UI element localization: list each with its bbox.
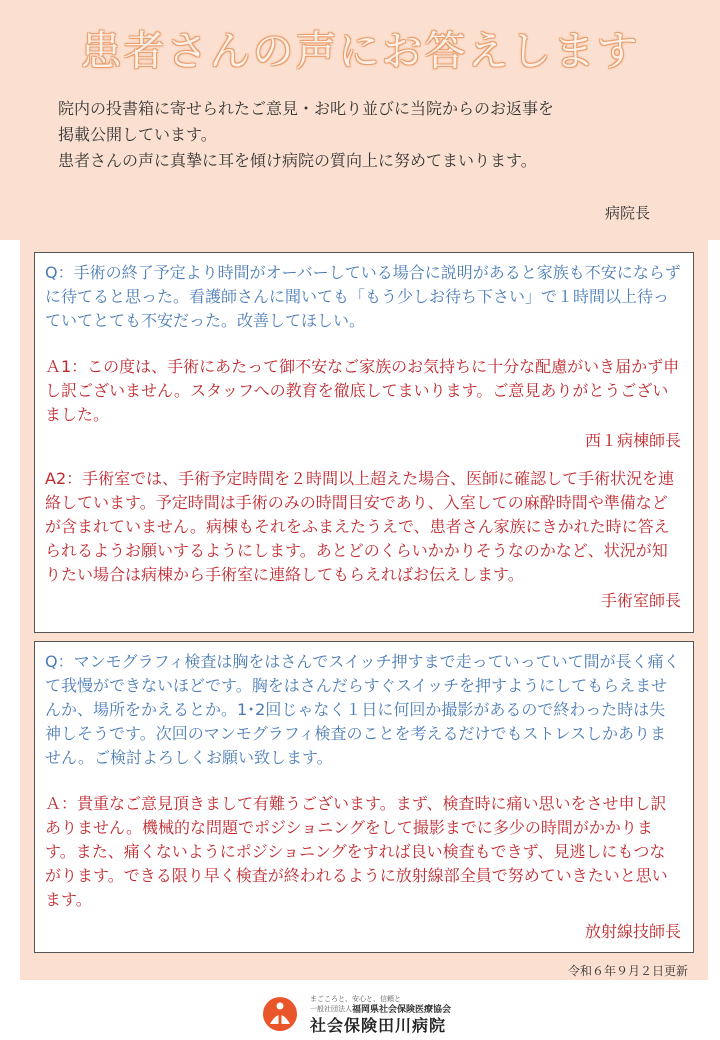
hospital-answer: Ａ1：この度は、手術にあたって御不安なご家族のお気持ちに十分な配慮がいき届かず申し訳ございません。スタッフへの教育を徹底してまいります。ご意見ありがとうございました。 (45, 357, 680, 424)
voice-card (34, 252, 694, 633)
footer-org-type: 一般社団法人 (310, 1005, 352, 1013)
director-signature: 病院長 (604, 204, 650, 222)
header-banner (0, 0, 720, 240)
answer-responder: 放射線技師長 (584, 922, 681, 941)
footer-association: 福岡県社会保険医療協会 (352, 1005, 452, 1015)
hospital-logo-icon (262, 996, 298, 1032)
voice-card (34, 641, 694, 953)
hospital-answer: Ａ：貴重なご意見頂きまして有難うございます。まず、検査時に痛い思いをさせ申し訳ありません。機械的な問題でポジショニングをして撮影までに多少の時間がかかります。また、痛くないようにポジショニングをすれば良い検査もできず、見逃しにもつながります。できる限り早く検査が終われるように放射線部全員で努めていきたいと思います。 (45, 794, 668, 909)
intro-line: 患者さんの声に真摯に耳を傾け病院の質向上に努めてまいります。 (58, 151, 537, 170)
patient-question: Q：手術の終了予定より時間がオーバーしている場合に説明があると家族も不安にならずに待てると思った。看護師さんに聞いても「もう少しお待ち下さい」で１時間以上待っていてとても不安だった。改善してほしい。 (45, 263, 681, 330)
answer-responder: 手術室師長 (600, 591, 681, 610)
hospital-name: 社会保険田川病院 (310, 1016, 447, 1035)
answer-responder: 西１病棟師長 (584, 431, 681, 450)
footer-tagline: まごころと、安心と、信頼と (310, 995, 401, 1003)
page-title: 患者さんの声にお答えします (80, 27, 640, 75)
intro-text (58, 96, 668, 174)
intro-line: 掲載公開しています。 (58, 125, 217, 144)
hospital-footer (262, 994, 492, 1034)
patient-question: Q：マンモグラフィ検査は胸をはさんでスイッチ押すまで走っていっていて間が長く痛くて我慢ができないほどです。胸をはさんだらすぐスイッチを押すようにしてもらえませんか、場所をかえるとか。1･2回じゃなく１日に何回か撮影があるので終わった時は失神しそうです。次回のマンモグラフィ検査のことを考えるだけでもストレスしかありません。ご検討よろしくお願い致します。 (45, 652, 680, 767)
hospital-answer: A2：手術室では、手術予定時間を２時間以上超えた場合、医師に確認して手術状況を連絡しています。予定時間は手術のみの時間目安であり、入室しての麻酔時間や準備などが含まれていません。病棟もそれをふまえたうえで、患者さん家族にきかれた時に答えられるようお願いするようにします。あとどのくらいかかりそうなのかなど、状況が知りたい場合は病棟から手術室に連絡してもらえればお伝えします。 (45, 469, 675, 584)
intro-line: 院内の投書箱に寄せられたご意見・お叱り並びに当院からのお返事を (58, 99, 555, 118)
last-updated: 令和６年９月２日更新 (567, 964, 688, 978)
